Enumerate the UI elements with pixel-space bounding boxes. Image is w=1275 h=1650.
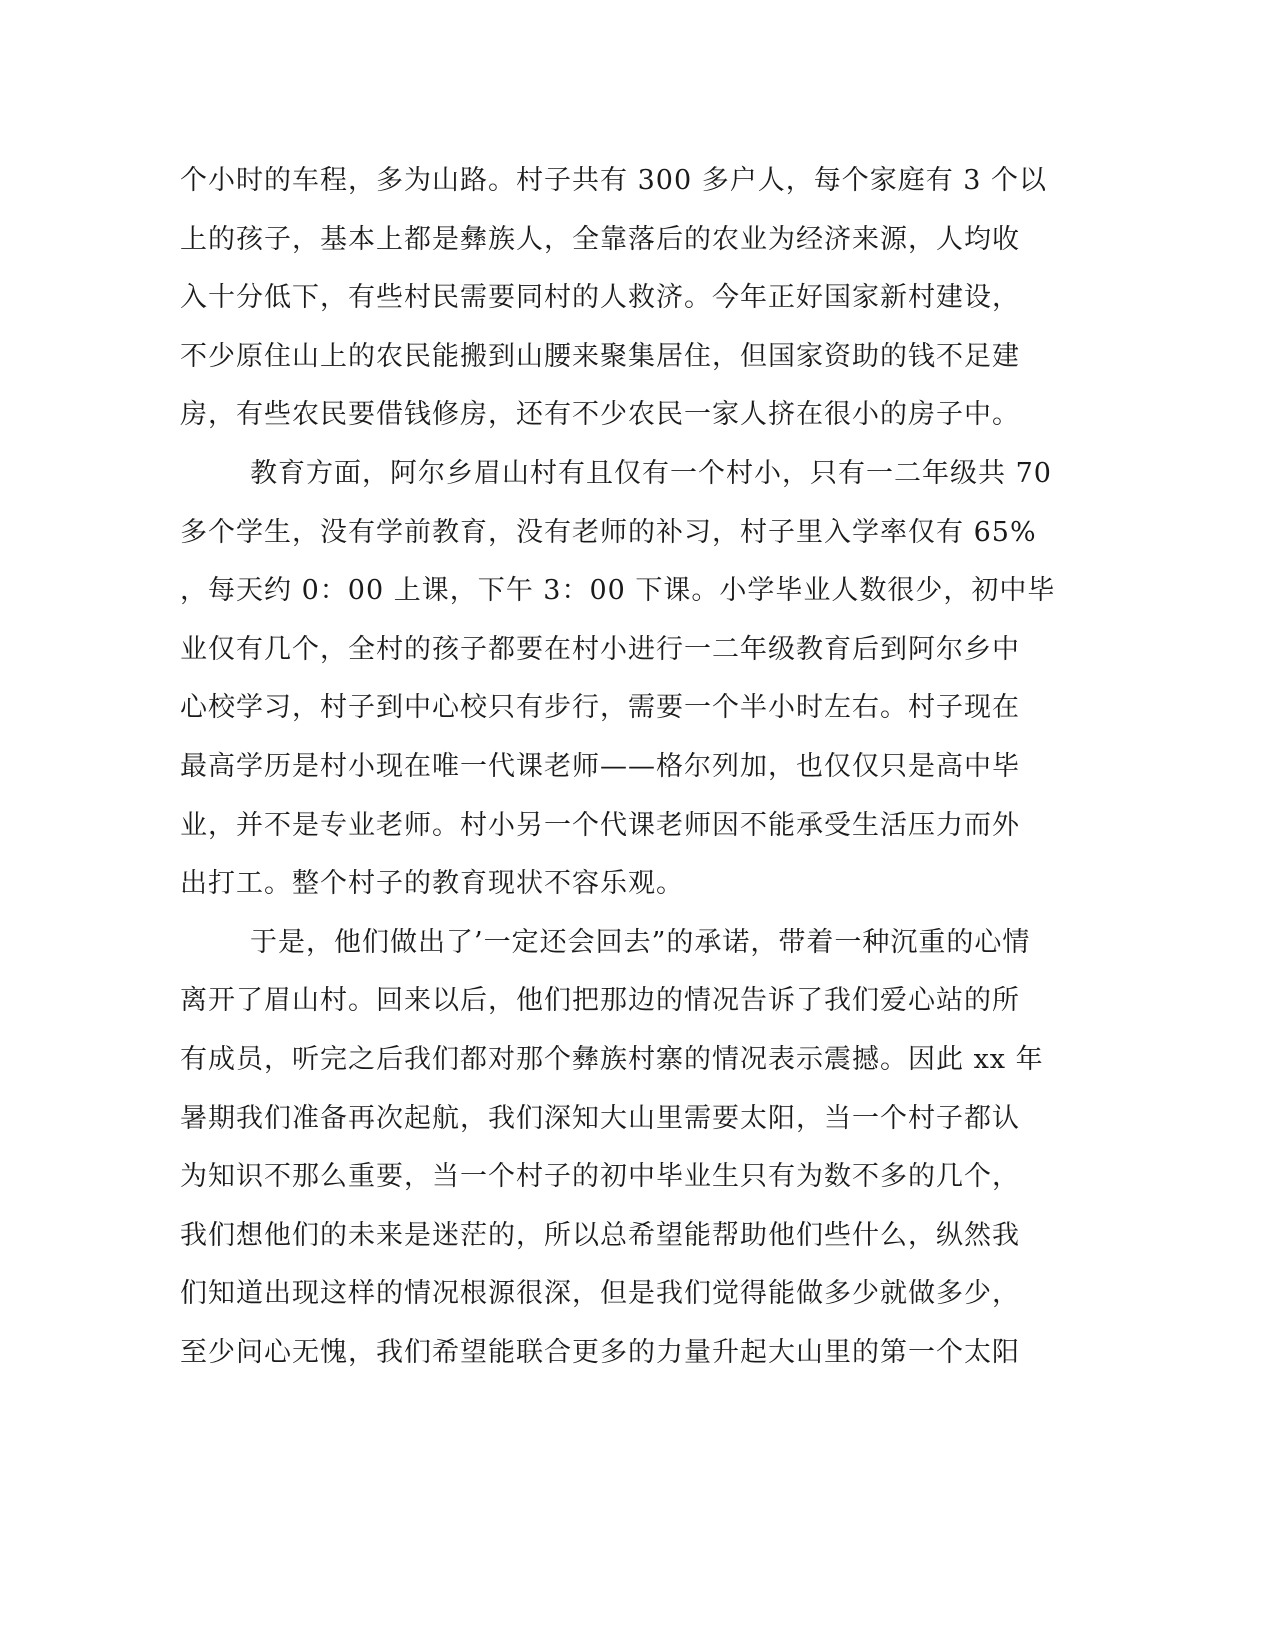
text-line: 业仅有几个，全村的孩子都要在村小进行一二年级教育后到阿尔乡中 [180,633,1020,665]
text-line: 我们想他们的未来是迷茫的，所以总希望能帮助他们些什么，纵然我 [180,1219,1020,1251]
document-body [180,152,1056,1382]
text-line: 教育方面，阿尔乡眉山村有且仅有一个村小，只有一二年级共 70 [250,457,1052,489]
text-line: 房，有些农民要借钱修房，还有不少农民一家人挤在很小的房子中。 [180,399,1020,431]
text-line: 离开了眉山村。回来以后，他们把那边的情况告诉了我们爱心站的所 [180,985,1020,1017]
text-line: 有成员，听完之后我们都对那个彝族村寨的情况表示震撼。因此 xx 年 [180,1043,1044,1075]
text-line: 不少原住山上的农民能搬到山腰来聚集居住，但国家资助的钱不足建 [180,340,1020,372]
text-line: 们知道出现这样的情况根源很深，但是我们觉得能做多少就做多少， [180,1278,1020,1310]
text-line: ，每天约 0：00 上课，下午 3：00 下课。小学毕业人数很少，初中毕 [180,575,1056,607]
text-line: 入十分低下，有些村民需要同村的人救济。今年正好国家新村建设， [180,282,1020,314]
text-line: 最高学历是村小现在唯一代课老师——格尔列加，也仅仅只是高中毕 [180,750,1020,782]
text-line: 于是，他们做出了’一定还会回去”的承诺，带着一种沉重的心情 [250,926,1031,958]
text-line: 心校学习，村子到中心校只有步行，需要一个半小时左右。村子现在 [180,692,1020,724]
paragraph-3 [180,914,1044,1383]
text-line: 至少问心无愧，我们希望能联合更多的力量升起大山里的第一个太阳 [180,1336,1020,1368]
text-line: 暑期我们准备再次起航，我们深知大山里需要太阳，当一个村子都认 [180,1102,1020,1134]
paragraph-1 [180,152,1048,445]
text-line: 为知识不那么重要，当一个村子的初中毕业生只有为数不多的几个， [180,1161,1020,1193]
text-line: 出打工。整个村子的教育现状不容乐观。 [180,868,684,900]
text-line: 业，并不是专业老师。村小另一个代课老师因不能承受生活压力而外 [180,809,1020,841]
text-line: 上的孩子，基本上都是彝族人，全靠落后的农业为经济来源，人均收 [180,223,1020,255]
text-line: 个小时的车程，多为山路。村子共有 300 多户人，每个家庭有 3 个以 [180,165,1048,196]
text-line: 多个学生，没有学前教育，没有老师的补习，村子里入学率仅有 65% [180,516,1037,548]
paragraph-2 [180,445,1056,914]
